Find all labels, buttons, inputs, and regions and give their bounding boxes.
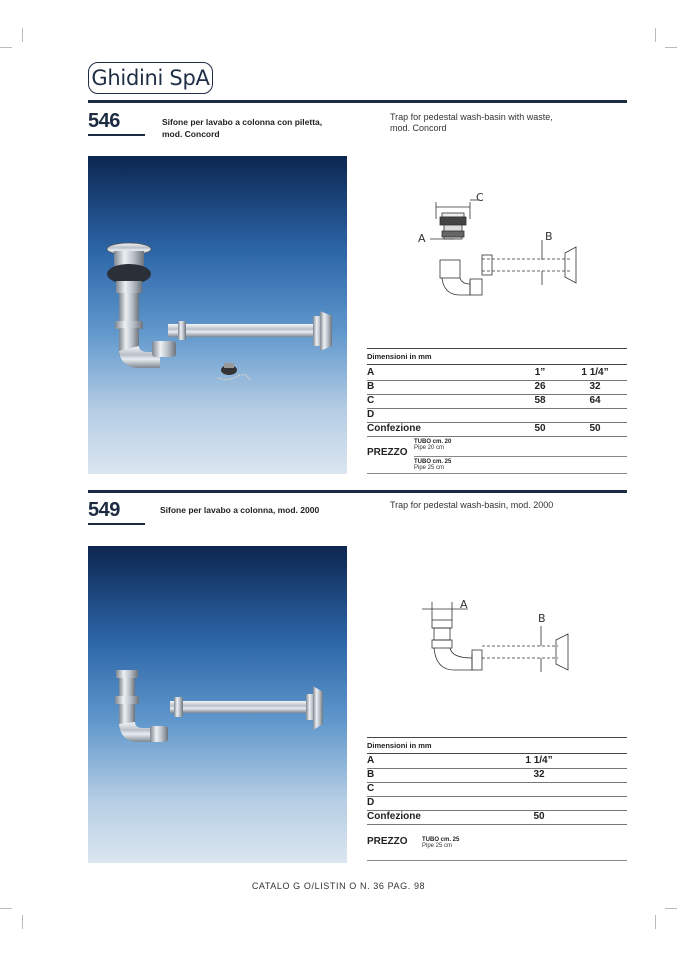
price-label: PREZZO [367,447,408,458]
crop-mark [665,47,677,48]
row-label: A [367,755,375,766]
diagram-label-a: A [460,598,468,611]
title-en-line: Trap for pedestal wash-basin, mod. 2000 [390,500,554,510]
product-photo [88,156,347,474]
technical-diagram [408,590,580,690]
trap-image [88,546,347,863]
product-title-it [160,504,370,516]
row-value-1: 1 1/4” [525,755,553,766]
pipe-option-en: Pipe 20 cm [414,445,445,451]
product-code: 549 [88,499,120,521]
product-title-it [162,116,372,140]
table-top-rule [367,348,627,349]
row-label: B [367,381,375,392]
trap-drawing [408,590,580,690]
crop-mark [0,47,12,48]
diagram-label-a: A [418,232,426,245]
table-header-rule [367,364,627,365]
crop-mark [665,908,677,909]
table-row [367,380,627,395]
trap-with-waste-drawing [400,185,582,300]
product-code-underline [88,523,145,525]
page-footer: CATALO G O/LISTIN O N. 36 PAG. 98 [251,881,426,891]
table-row [367,810,627,825]
title-en-line: Trap for pedestal wash-basin with waste, [390,112,553,122]
header-rule [88,100,627,103]
row-value-1: 32 [533,769,545,780]
row-label: A [367,367,375,378]
crop-mark [0,908,12,909]
pipe-option [422,837,459,850]
price-label: PREZZO [367,836,408,847]
product-title-en [390,112,620,134]
pipe-option [414,459,451,472]
table-row [367,422,627,437]
pipe-option-en: Pipe 25 cm [422,843,453,849]
row-value-2: 64 [589,395,601,406]
table-row [367,366,627,381]
row-value-1: 58 [534,395,546,406]
product-code-underline [88,134,145,136]
title-en-line: mod. Concord [390,123,447,133]
title-it-line: Sifone per lavabo a colonna, mod. 2000 [160,505,320,515]
row-value-1: 26 [534,381,546,392]
row-value-1: 1” [534,367,546,378]
pipe-option [414,439,451,452]
row-label: C [367,395,375,406]
row-label: D [367,409,375,420]
table-row [367,408,627,423]
table-row [367,796,627,811]
row-label: C [367,783,375,794]
pipe-option-it: TUBO cm. 25 [422,837,460,843]
pipe-option-it: TUBO cm. 20 [414,439,452,445]
pipe-option-en: Pipe 25 cm [414,465,445,471]
table-row [367,394,627,409]
technical-diagram [400,185,582,300]
title-it-line: mod. Concord [162,129,220,139]
row-value-1: 50 [533,811,545,822]
product-code: 546 [88,110,120,132]
row-label: Confezione [367,811,421,822]
row-value-2: 1 1/4” [581,367,609,378]
table-row [367,782,627,797]
diagram-label-b: B [538,612,546,625]
table-row [367,754,627,769]
table-row [367,768,627,783]
crop-mark [22,28,23,42]
brand-logo: Ghidini SpA [88,62,213,94]
crop-mark [655,28,656,42]
crop-mark [22,915,23,929]
row-label: D [367,797,375,808]
title-it-line: Sifone per lavabo a colonna con piletta, [162,117,323,127]
diagram-label-c: C [476,191,484,204]
row-label: Confezione [367,423,421,434]
row-value-2: 32 [589,381,601,392]
trap-with-waste-image [88,156,347,474]
section-rule [88,490,627,493]
diagram-label-b: B [545,230,553,243]
row-value-2: 50 [589,423,601,434]
table-header: Dimensioni in mm [367,352,432,361]
pipe-option-it: TUBO cm. 25 [414,459,452,465]
table-bottom-rule [367,473,627,474]
table-top-rule [367,737,627,738]
row-value-1: 50 [534,423,546,434]
row-label: B [367,769,375,780]
product-photo [88,546,347,863]
pipe-divider [414,456,627,457]
table-bottom-rule [367,860,627,861]
product-title-en [390,500,620,511]
table-header: Dimensioni in mm [367,741,432,750]
crop-mark [655,915,656,929]
